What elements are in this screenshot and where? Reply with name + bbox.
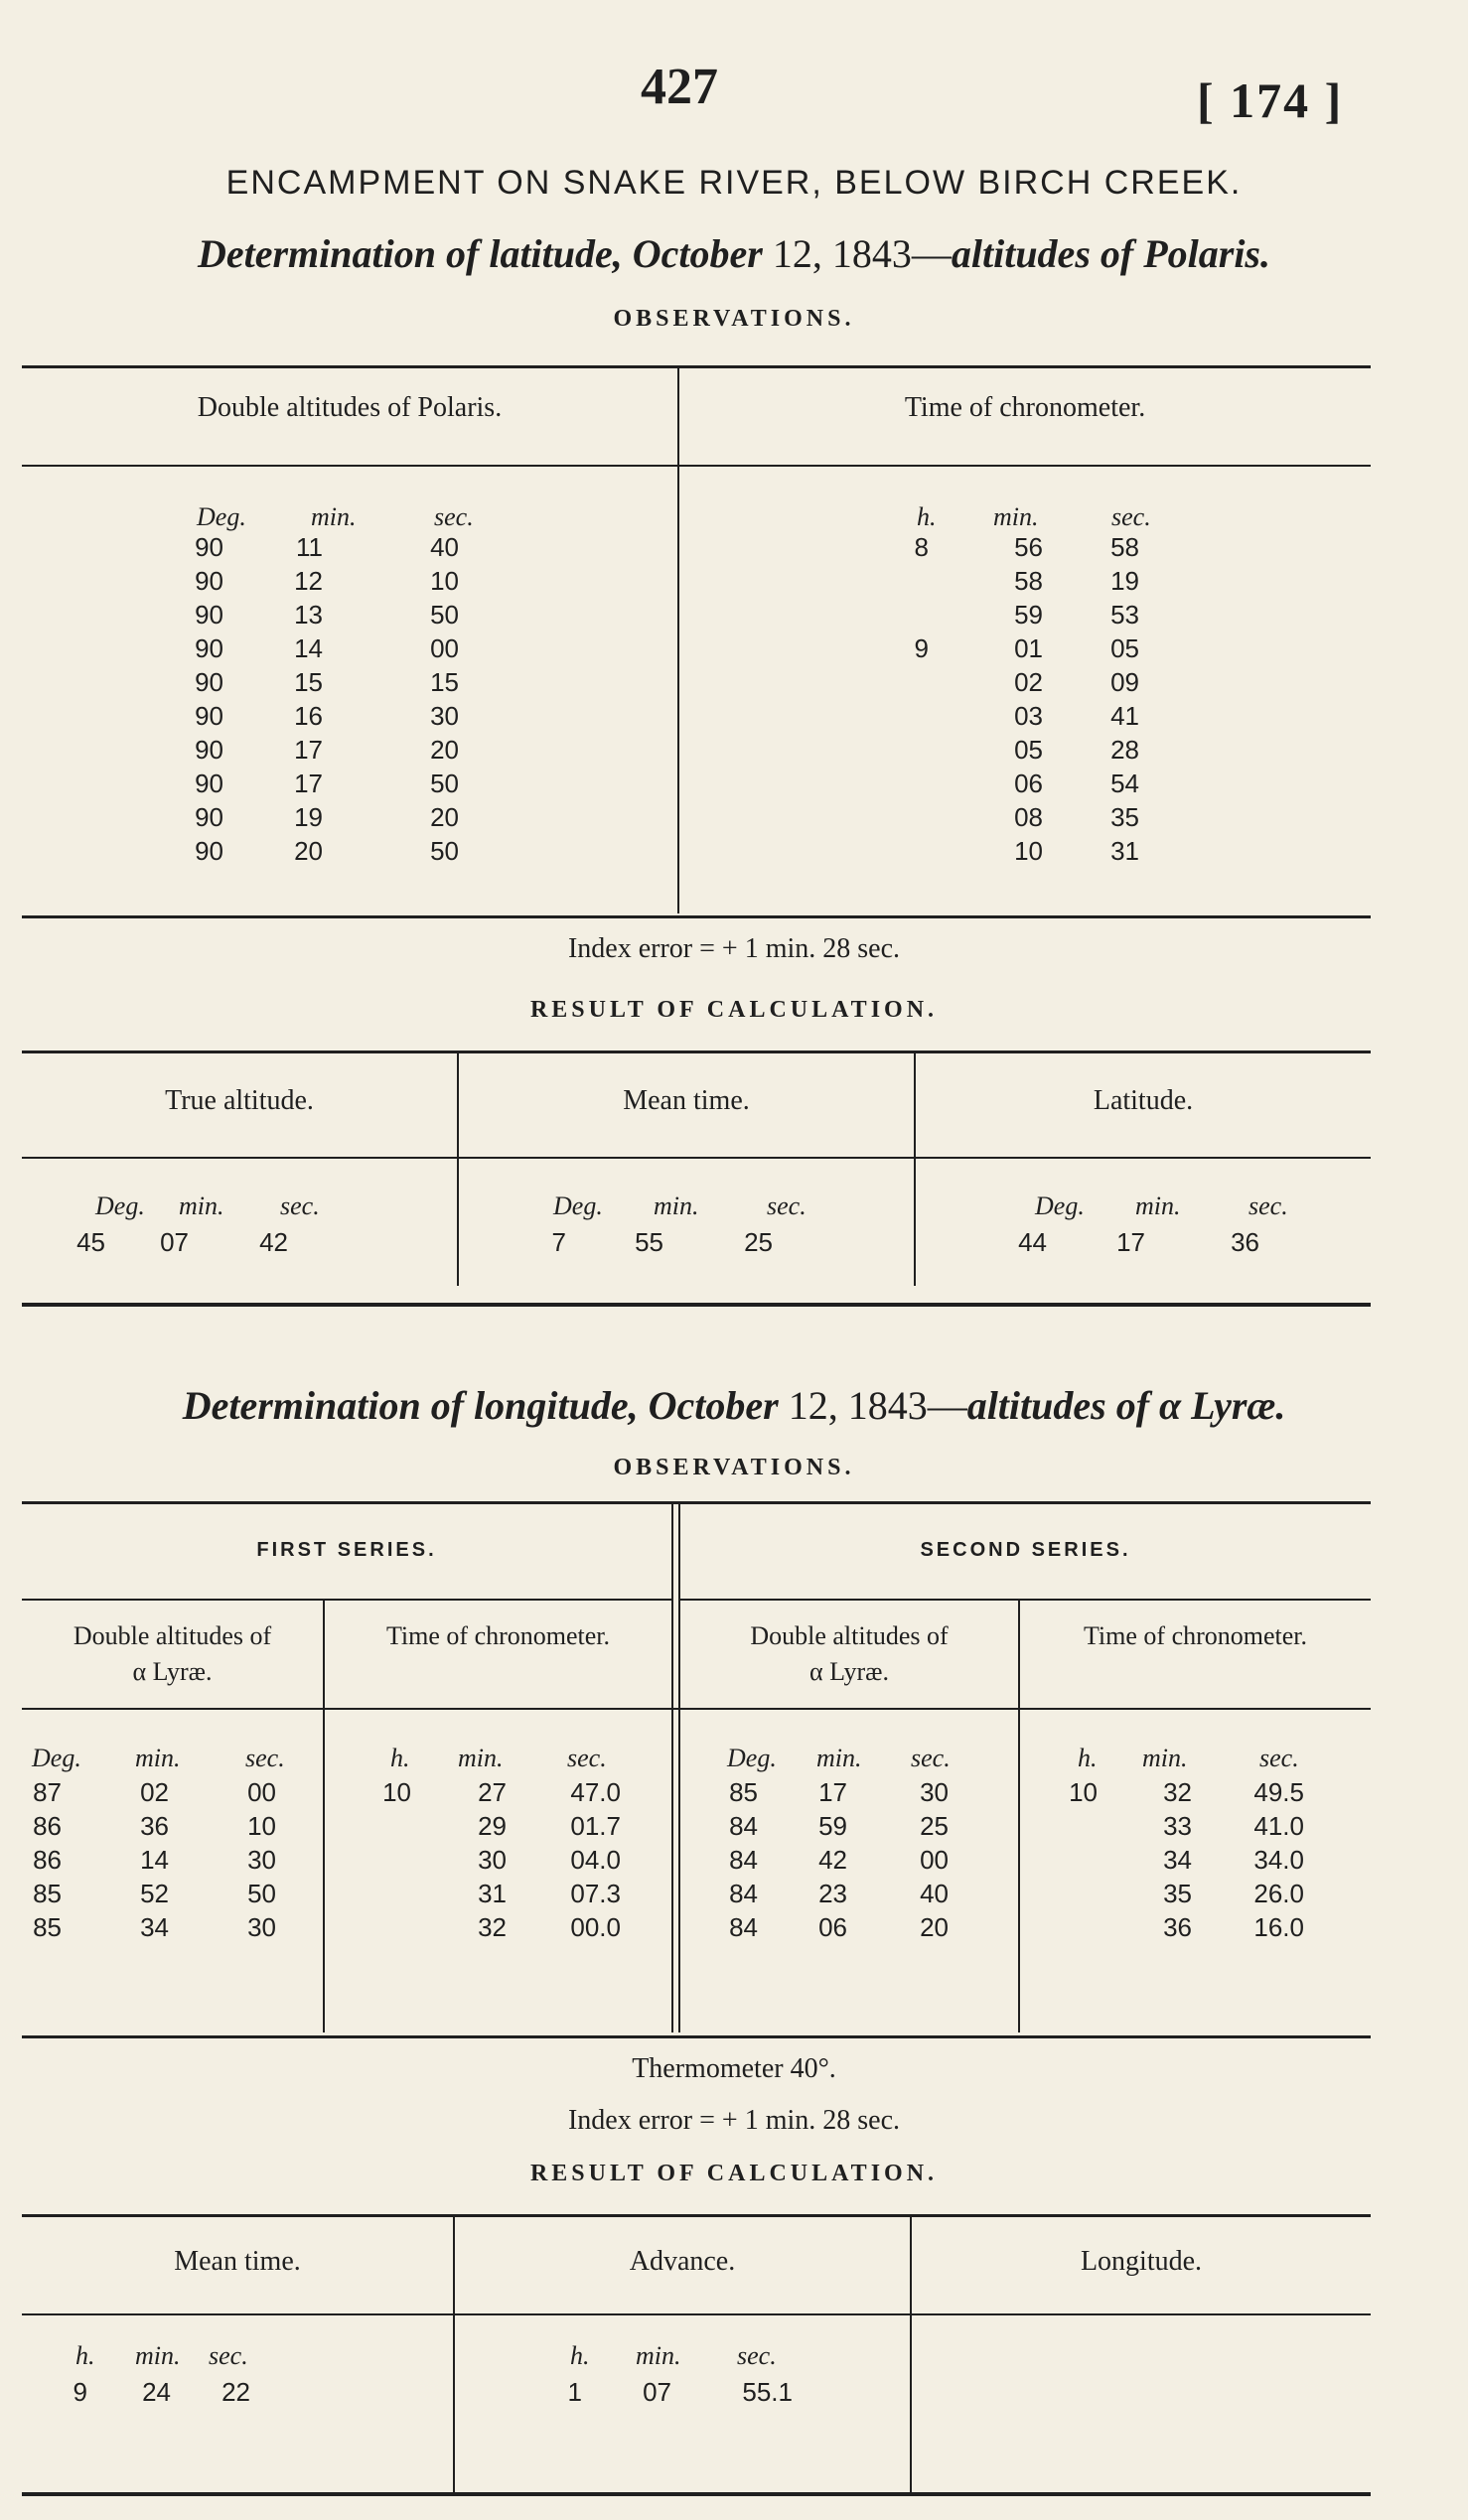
second-altitude-cell: 00	[920, 1845, 949, 1875]
second-altitude-cell: 30	[920, 1777, 949, 1807]
page-title: ENCAMPMENT ON SNAKE RIVER, BELOW BIRCH CREEK.	[225, 164, 1243, 202]
unit-label: Deg.	[727, 1744, 777, 1772]
altitude-cell: 90	[195, 735, 223, 765]
second-altitude-cell: 84	[729, 1912, 758, 1942]
unit-label: min.	[179, 1191, 224, 1220]
result-cell: 55.1	[742, 2377, 793, 2407]
table-rule	[22, 915, 1371, 918]
result-cell: 9	[73, 2377, 87, 2407]
chronometer-cell: 58	[1014, 566, 1043, 596]
second-chronometer-cell: 34.0	[1253, 1845, 1304, 1875]
chronometer-cell: 10	[1014, 836, 1043, 866]
chronometer-cell: 05	[1014, 735, 1043, 765]
first-altitude-cell: 34	[140, 1912, 169, 1942]
altitude-cell: 17	[294, 735, 323, 765]
longitude-observations-label: OBSERVATIONS.	[613, 1455, 855, 1480]
second-altitude-cell: 84	[729, 1845, 758, 1875]
table-rule	[22, 1157, 1371, 1159]
altitude-cell: 90	[195, 633, 223, 663]
table-column-divider	[677, 367, 679, 913]
table-rule	[22, 465, 1371, 467]
altitude-cell: 13	[294, 600, 323, 630]
second-alt-header-line2: α Lyræ.	[808, 1657, 890, 1686]
chronometer-cell: 53	[1110, 600, 1139, 630]
chronometer-cell: 31	[1110, 836, 1139, 866]
result-cell: 44	[1018, 1227, 1047, 1257]
second-chronometer-cell: 36	[1163, 1912, 1192, 1942]
unit-label: h.	[917, 502, 937, 531]
chronometer-cell: 58	[1110, 532, 1139, 562]
result-cell: 36	[1231, 1227, 1259, 1257]
chronometer-cell: 02	[1014, 667, 1043, 697]
chronometer-cell: 01	[1014, 633, 1043, 663]
column-header-chronometer: Time of chronometer.	[904, 392, 1146, 423]
first-altitude-cell: 00	[247, 1777, 276, 1807]
unit-label: min.	[135, 1744, 181, 1772]
table-column-divider	[678, 1503, 680, 2032]
second-alt-header-line1: Double altitudes of	[750, 1621, 949, 1650]
table-rule	[680, 1599, 1371, 1601]
altitude-cell: 90	[195, 600, 223, 630]
result-header: Advance.	[629, 2246, 736, 2277]
unit-label: sec.	[567, 1744, 607, 1772]
unit-label: sec.	[280, 1191, 320, 1220]
unit-label: Deg.	[95, 1191, 145, 1220]
second-altitude-cell: 06	[818, 1912, 847, 1942]
second-altitude-cell: 25	[920, 1811, 949, 1841]
first-chronometer-cell: 29	[478, 1811, 507, 1841]
longitude-index-error: Index error = + 1 min. 28 sec.	[567, 2105, 901, 2136]
second-chronometer-cell: 10	[1069, 1777, 1098, 1807]
second-chronometer-cell: 33	[1163, 1811, 1192, 1841]
second-chronometer-cell: 49.5	[1253, 1777, 1304, 1807]
result-cell: 55	[635, 1227, 663, 1257]
table-column-divider	[1018, 1601, 1020, 2032]
second-altitude-cell: 84	[729, 1879, 758, 1908]
table-rule	[22, 1599, 671, 1601]
altitude-cell: 90	[195, 769, 223, 798]
table-rule	[22, 365, 1371, 368]
second-altitude-cell: 85	[729, 1777, 758, 1807]
unit-label: sec.	[209, 2341, 248, 2370]
altitude-cell: 50	[430, 600, 459, 630]
unit-label: sec.	[737, 2341, 777, 2370]
chronometer-cell: 8	[914, 532, 929, 562]
altitude-cell: 16	[294, 701, 323, 731]
first-time-header: Time of chronometer.	[385, 1621, 611, 1650]
second-altitude-cell: 17	[818, 1777, 847, 1807]
altitude-cell: 20	[294, 836, 323, 866]
result-header: Latitude.	[1093, 1085, 1194, 1116]
first-alt-header-line2: α Lyræ.	[132, 1657, 213, 1686]
altitude-cell: 90	[195, 532, 223, 562]
first-chronometer-cell: 01.7	[570, 1811, 621, 1841]
unit-label: Deg.	[1035, 1191, 1085, 1220]
second-series-header: SECOND SERIES.	[920, 1539, 1131, 1561]
longitude-subtitle-part-c: altitudes of α Lyræ.	[966, 1383, 1286, 1428]
chronometer-cell: 59	[1014, 600, 1043, 630]
second-chronometer-cell: 41.0	[1253, 1811, 1304, 1841]
page-numbers	[0, 58, 1468, 137]
altitude-cell: 19	[294, 802, 323, 832]
second-chronometer-cell: 26.0	[1253, 1879, 1304, 1908]
unit-label: Deg.	[553, 1191, 603, 1220]
chronometer-cell: 06	[1014, 769, 1043, 798]
first-altitude-cell: 14	[140, 1845, 169, 1875]
result-cell: 24	[142, 2377, 171, 2407]
second-altitude-cell: 59	[818, 1811, 847, 1841]
first-altitude-cell: 10	[247, 1811, 276, 1841]
chronometer-cell: 09	[1110, 667, 1139, 697]
result-cell: 7	[551, 1227, 566, 1257]
table-column-divider	[671, 1503, 673, 2032]
result-cell: 1	[567, 2377, 582, 2407]
result-cell: 25	[744, 1227, 773, 1257]
latitude-subtitle	[0, 230, 1468, 277]
altitude-cell: 20	[430, 735, 459, 765]
result-cell: 22	[221, 2377, 250, 2407]
second-altitude-cell: 84	[729, 1811, 758, 1841]
unit-label: min.	[993, 502, 1039, 531]
result-cell: 45	[76, 1227, 105, 1257]
second-chronometer-cell: 16.0	[1253, 1912, 1304, 1942]
column-header-altitudes: Double altitudes of Polaris.	[197, 392, 503, 423]
result-header: Mean time.	[174, 2246, 301, 2277]
chronometer-cell: 08	[1014, 802, 1043, 832]
table-rule	[22, 1050, 1371, 1053]
table-column-divider	[323, 1601, 325, 2032]
table-rule	[22, 1501, 1371, 1504]
unit-label: min.	[816, 1744, 862, 1772]
chronometer-cell: 35	[1110, 802, 1139, 832]
unit-label: min.	[311, 502, 357, 531]
table-rule	[22, 2492, 1371, 2496]
chronometer-cell: 03	[1014, 701, 1043, 731]
altitude-cell: 20	[430, 802, 459, 832]
first-altitude-cell: 85	[33, 1879, 62, 1908]
unit-label: h.	[1078, 1744, 1098, 1772]
unit-label: min.	[135, 2341, 181, 2370]
chronometer-cell: 05	[1110, 633, 1139, 663]
unit-label: Deg.	[197, 502, 246, 531]
longitude-result-label: RESULT OF CALCULATION.	[529, 2161, 939, 2186]
unit-label: min.	[654, 1191, 699, 1220]
chronometer-cell: 19	[1110, 566, 1139, 596]
altitude-cell: 90	[195, 701, 223, 731]
first-chronometer-cell: 30	[478, 1845, 507, 1875]
table-rule	[22, 1708, 1371, 1710]
chronometer-cell: 54	[1110, 769, 1139, 798]
latitude-result-label: RESULT OF CALCULATION.	[529, 997, 939, 1023]
first-altitude-cell: 30	[247, 1845, 276, 1875]
longitude-subtitle-part-a: Determination of longitude, October	[182, 1383, 779, 1428]
table-rule	[22, 1303, 1371, 1307]
chronometer-cell: 28	[1110, 735, 1139, 765]
chronometer-cell: 56	[1014, 532, 1043, 562]
latitude-subtitle-part-b: 12, 1843—	[762, 231, 952, 276]
second-chronometer-cell: 32	[1163, 1777, 1192, 1807]
unit-label: min.	[458, 1744, 504, 1772]
first-altitude-cell: 30	[247, 1912, 276, 1942]
unit-label: sec.	[767, 1191, 807, 1220]
first-altitude-cell: 50	[247, 1879, 276, 1908]
latitude-subtitle-part-c: altitudes of Polaris.	[951, 231, 1270, 276]
first-altitude-cell: 36	[140, 1811, 169, 1841]
first-altitude-cell: 02	[140, 1777, 169, 1807]
first-chronometer-cell: 07.3	[570, 1879, 621, 1908]
first-chronometer-cell: 32	[478, 1912, 507, 1942]
altitude-cell: 40	[430, 532, 459, 562]
result-header: Mean time.	[623, 1085, 750, 1116]
longitude-subtitle-part-b: 12, 1843—	[778, 1383, 967, 1428]
latitude-observations-label: OBSERVATIONS.	[613, 306, 855, 332]
altitude-cell: 11	[296, 532, 323, 562]
second-altitude-cell: 23	[818, 1879, 847, 1908]
second-chronometer-cell: 34	[1163, 1845, 1192, 1875]
unit-label: h.	[390, 1744, 410, 1772]
first-chronometer-cell: 27	[478, 1777, 507, 1807]
first-chronometer-cell: 00.0	[570, 1912, 621, 1942]
unit-label: sec.	[245, 1744, 285, 1772]
page-number-right: [ 174 ]	[1197, 72, 1344, 128]
unit-label: min.	[636, 2341, 681, 2370]
latitude-index-error: Index error = + 1 min. 28 sec.	[567, 933, 901, 964]
altitude-cell: 15	[294, 667, 323, 697]
altitude-cell: 90	[195, 667, 223, 697]
result-cell: 17	[1116, 1227, 1145, 1257]
unit-label: sec.	[434, 502, 474, 531]
chronometer-cell: 9	[914, 633, 929, 663]
first-altitude-cell: 52	[140, 1879, 169, 1908]
result-header: Longitude.	[1080, 2246, 1203, 2277]
first-chronometer-cell: 10	[382, 1777, 411, 1807]
first-altitude-cell: 86	[33, 1811, 62, 1841]
altitude-cell: 50	[430, 836, 459, 866]
second-altitude-cell: 40	[920, 1879, 949, 1908]
first-series-header: FIRST SERIES.	[256, 1539, 437, 1561]
table-rule	[22, 2214, 1371, 2217]
unit-label: h.	[75, 2341, 95, 2370]
unit-label: sec.	[1248, 1191, 1288, 1220]
chronometer-cell: 41	[1110, 701, 1139, 731]
altitude-cell: 90	[195, 802, 223, 832]
altitude-cell: 15	[430, 667, 459, 697]
unit-label: min.	[1142, 1744, 1188, 1772]
longitude-thermometer: Thermometer 40°.	[632, 2053, 836, 2084]
altitude-cell: 50	[430, 769, 459, 798]
second-chronometer-cell: 35	[1163, 1879, 1192, 1908]
result-cell: 42	[259, 1227, 288, 1257]
first-alt-header-line1: Double altitudes of	[73, 1621, 272, 1650]
unit-label: sec.	[911, 1744, 951, 1772]
page-number-left: 427	[641, 59, 718, 115]
altitude-cell: 90	[195, 836, 223, 866]
second-altitude-cell: 20	[920, 1912, 949, 1942]
altitude-cell: 12	[294, 566, 323, 596]
second-alt-header	[680, 1618, 1018, 1690]
latitude-subtitle-part-a: Determination of latitude, October	[197, 231, 763, 276]
altitude-cell: 00	[430, 633, 459, 663]
first-chronometer-cell: 04.0	[570, 1845, 621, 1875]
altitude-cell: 30	[430, 701, 459, 731]
table-rule	[22, 2035, 1371, 2038]
first-chronometer-cell: 47.0	[570, 1777, 621, 1807]
first-altitude-cell: 86	[33, 1845, 62, 1875]
unit-label: sec.	[1259, 1744, 1299, 1772]
second-time-header: Time of chronometer.	[1083, 1621, 1308, 1650]
second-altitude-cell: 42	[818, 1845, 847, 1875]
altitude-cell: 14	[294, 633, 323, 663]
first-altitude-cell: 87	[33, 1777, 62, 1807]
altitude-cell: 90	[195, 566, 223, 596]
altitude-cell: 10	[430, 566, 459, 596]
unit-label: sec.	[1111, 502, 1151, 531]
unit-label: Deg.	[32, 1744, 81, 1772]
result-header: True altitude.	[165, 1085, 314, 1116]
altitude-cell: 17	[294, 769, 323, 798]
unit-label: h.	[570, 2341, 590, 2370]
first-alt-header	[22, 1618, 323, 1690]
result-cell: 07	[160, 1227, 189, 1257]
table-rule	[22, 2313, 1371, 2315]
first-altitude-cell: 85	[33, 1912, 62, 1942]
first-chronometer-cell: 31	[478, 1879, 507, 1908]
result-cell: 07	[643, 2377, 671, 2407]
unit-label: min.	[1135, 1191, 1181, 1220]
longitude-subtitle	[0, 1382, 1468, 1429]
